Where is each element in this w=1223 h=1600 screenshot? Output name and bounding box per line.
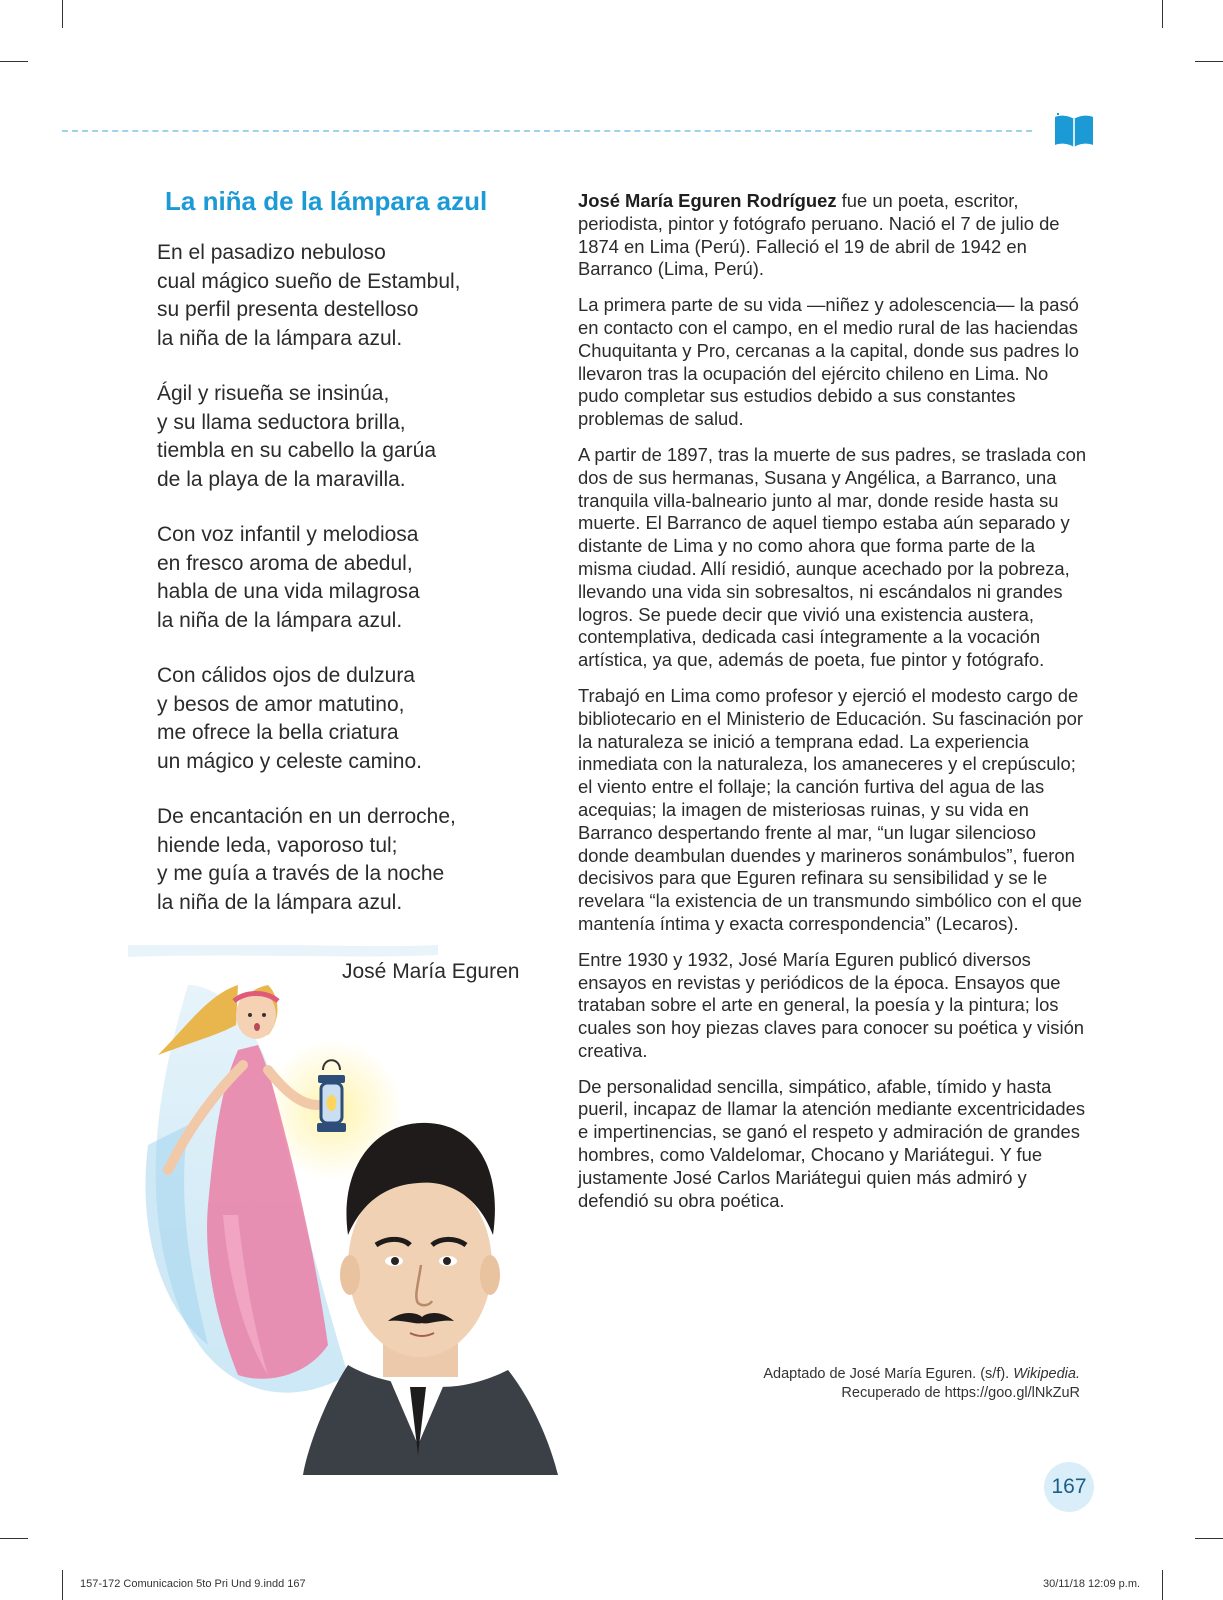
crop-mark xyxy=(1162,1570,1163,1600)
poem-verse: De encantación en un derroche, xyxy=(157,805,456,828)
bio-paragraph: La primera parte de su vida —niñez y adolescencia— la pasó en contacto con el campo, en el medio rural de las haciendas Chuquitanta y Pro, cercanas a la capital, donde sus padres lo llevaron tras la ocupación del ejército chileno en Lima. No pudo completar sus estudios debido a sus constantes problemas de salud. xyxy=(578,294,1079,430)
source-citation xyxy=(660,1365,1080,1403)
crop-mark xyxy=(62,1570,63,1600)
poem-verse: En el pasadizo nebuloso xyxy=(157,241,386,264)
source-line xyxy=(660,1365,1080,1384)
crop-mark xyxy=(1195,1538,1223,1539)
poem-verse: y me guía a través de la noche xyxy=(157,862,445,885)
bio-paragraph: De personalidad sencilla, simpático, afable, tímido y hasta pueril, incapaz de llamar la atención mediante excentricidades e impertinencias, se ganó el respeto y admiración de grandes hombres, como Valdelomar, Chocano y Mariátegui. Y fue justamente José Carlos Mariátegui quien más admiró y defendió su obra poética. xyxy=(578,1075,1086,1211)
footer-date: 30/11/18 12:09 p.m. xyxy=(1043,1578,1141,1590)
source-prefix: Adaptado de José María Eguren. (s/f). xyxy=(763,1366,1014,1382)
poem-verse: la niña de la lámpara azul. xyxy=(157,608,403,632)
poem-stanza xyxy=(157,521,537,635)
source-url: Recuperado de https://goo.gl/lNkZuR xyxy=(841,1385,1080,1401)
poem-verse: tiembla en su cabello la garúa xyxy=(157,439,437,462)
poem-verse: y su llama seductora brilla, xyxy=(157,410,406,434)
poem-author: José María Eguren xyxy=(342,960,520,983)
poem-verse: la niña de la lámpara azul. xyxy=(157,890,403,914)
poem-stanza xyxy=(157,239,537,353)
poem-verse: Con cálidos ojos de dulzura xyxy=(157,664,415,687)
poem-verse: su perfil presenta destelloso xyxy=(157,298,419,321)
bio-paragraph: Trabajó en Lima como profesor y ejerció el modesto cargo de bibliotecario en el Ministerio de Educación. Su fascinación por la naturaleza se inició a temprana edad. La experiencia inmediata con la naturaleza, los amaneceres y el crepúsculo; el viento entre el follaje; la canción furtiva del agua de las acequias; la imagen de misteriosas ruinas, y su vida en Barranco despertando frente al mar, “un lugar silencioso donde deambulan duendes y marineros sonámbulos”, fueron decisivos para que Eguren refinara su sensibilidad y se le revelara “la existencia de un transmundo simbólico con el que mantenía íntima y exacta correspondencia” (Lecaros). xyxy=(578,684,1084,934)
bio-paragraph xyxy=(578,190,1088,281)
poem-title: La niña de la lámpara azul xyxy=(165,186,488,216)
poem-stanza xyxy=(157,380,537,494)
crop-mark xyxy=(0,61,28,62)
poem-verse: habla de una vida milagrosa xyxy=(157,580,420,603)
poem-verse: hiende leda, vaporoso tul; xyxy=(157,833,398,857)
bio-intro-text: fue un poeta, escritor, periodista, pintor y fotógrafo peruano. Nació el 7 de julio de 1874 en Lima (Perú). Falleció el 19 de abril de 1942 en Barranco (Lima, Perú). xyxy=(578,190,1060,280)
poem-stanza xyxy=(157,803,537,917)
poem-verse: de la playa de la maravilla. xyxy=(157,467,406,491)
crop-mark xyxy=(1162,0,1163,28)
header-dashed-line xyxy=(62,130,1032,132)
poem-verse: cual mágico sueño de Estambul, xyxy=(157,269,461,293)
crop-mark xyxy=(62,0,63,28)
biography xyxy=(578,190,1088,1225)
poem-verse: Ágil y risueña se insinúa, xyxy=(157,382,390,405)
illustration xyxy=(118,945,558,1475)
open-book-icon xyxy=(1054,112,1094,148)
poem-verse: en fresco aroma de abedul, xyxy=(157,551,413,575)
page-number: 167 xyxy=(1044,1462,1094,1512)
crop-mark xyxy=(1195,61,1223,62)
poem-verse: un mágico y celeste camino. xyxy=(157,749,422,773)
poem-stanza xyxy=(157,662,537,776)
poem xyxy=(157,186,537,944)
poem-verse: la niña de la lámpara azul. xyxy=(157,326,403,350)
poem-verse: Con voz infantil y melodiosa xyxy=(157,523,419,546)
poem-verse: me ofrece la bella criatura xyxy=(157,721,399,744)
poem-verse: y besos de amor matutino, xyxy=(157,692,405,716)
bio-name: José María Eguren Rodríguez xyxy=(578,190,837,211)
source-publication: Wikipedia. xyxy=(1013,1366,1080,1382)
bio-paragraph: A partir de 1897, tras la muerte de sus padres, se traslada con dos de sus hermanas, Susana y Angélica, a Barranco, una tranquila villa-balneario junto al mar, donde reside hasta su muerte. El Barranco de aquel tiempo estaba aún separado y distante de Lima y no como ahora que forma parte de la misma ciudad. Allí residió, aunque acechado por la pobreza, llevando una vida sin sobresaltos, ni escándalos ni grandes logros. Se puede decir que vivió una existencia austera, contemplativa, dedicada casi íntegramente a la vocación artística, ya que, además de poeta, fue pintor y fotógrafo. xyxy=(578,443,1087,671)
bio-paragraph: Entre 1930 y 1932, José María Eguren publicó diversos ensayos en revistas y periódicos de la época. Ensayos que trataban sobre el arte en general, la poesía y la pintura; los cuales son hoy piezas claves para conocer su poética y visión creativa. xyxy=(578,948,1085,1061)
crop-mark xyxy=(0,1538,28,1539)
footer-file-info: 157-172 Comunicacion 5to Pri Und 9.indd 167 xyxy=(80,1578,306,1590)
